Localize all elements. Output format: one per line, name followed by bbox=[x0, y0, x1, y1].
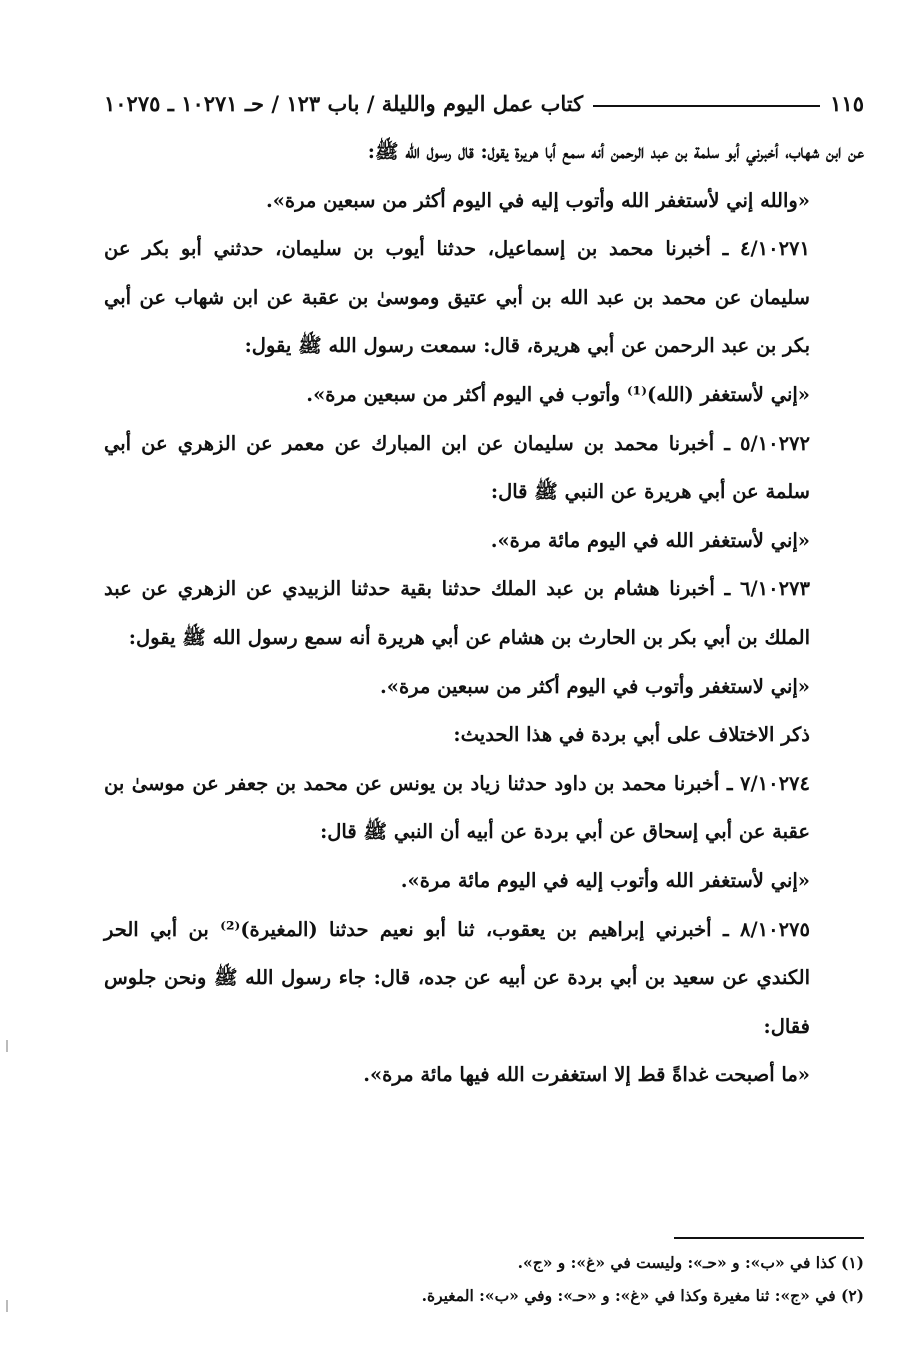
body-text bbox=[104, 128, 864, 1100]
scan-margin-mark bbox=[6, 1040, 8, 1052]
paragraph: «إني لأستغفر الله في اليوم مائة مرة». bbox=[490, 528, 810, 552]
paragraph: «إني لأستغفر الله وأتوب إليه في اليوم مائة مرة». bbox=[400, 868, 810, 892]
page-number: ١١٥ bbox=[830, 91, 864, 116]
paragraph: ٨/١٠٢٧٥ ـ أخبرني إبراهيم بن يعقوب، ثنا أبو نعيم حدثنا (المغيرة)⁽²⁾ بن أبي الحر الكندي عن سعيد بن أبي بردة عن أبيه عن جده، قال: جاء رسول الله ﷺ ونحن جلوس فقال: bbox=[104, 917, 810, 1038]
paragraph: «والله إني لأستغفر الله وأتوب إليه في اليوم أكثر من سبعين مرة». bbox=[265, 188, 810, 212]
paragraph: ٧/١٠٢٧٤ ـ أخبرنا محمد بن داود حدثنا زياد بن يونس عن محمد بن جعفر عن موسىٰ بن عقبة عن أبي إسحاق عن أبي بردة عن أبيه أن النبي ﷺ قال: bbox=[104, 771, 810, 844]
paragraph: ٥/١٠٢٧٢ ـ أخبرنا محمد بن سليمان عن ابن المبارك عن معمر عن الزهري عن أبي سلمة عن أبي هريرة عن النبي ﷺ قال: bbox=[104, 431, 810, 504]
footnotes bbox=[104, 1246, 864, 1312]
paragraph: ذكر الاختلاف على أبي بردة في هذا الحديث: bbox=[453, 723, 810, 747]
header-title: كتاب عمل اليوم والليلة / باب ١٢٣ / حـ ١٠٢٧١ ـ ١٠٢٧٥ bbox=[104, 91, 584, 116]
paragraph: «ما أصبحت غداةً قط إلا استغفرت الله فيها مائة مرة». bbox=[363, 1063, 810, 1087]
footnote-rule bbox=[674, 1237, 864, 1239]
paragraph: ٤/١٠٢٧١ ـ أخبرنا محمد بن إسماعيل، حدثنا أيوب بن سليمان، حدثني أبو بكر عن سليمان عن محمد بن عبد الله بن أبي عتيق وموسىٰ بن عقبة عن ابن شهاب عن أبي بكر بن عبد الرحمن عن أبي هريرة، قال: سمعت رسول الله ﷺ يقول: bbox=[104, 237, 810, 358]
paragraph: عن ابن شهاب، أخبرني أبو سلمة بن عبد الرحمن أنه سمع أبا هريرة يقول: قال رسول الله ﷺ: bbox=[367, 140, 864, 163]
paragraph: ٦/١٠٢٧٣ ـ أخبرنا هشام بن عبد الملك حدثنا بقية حدثنا الزبيدي عن الزهري عن عبد الملك بن أبي بكر بن الحارث بن هشام عن أبي هريرة أنه سمع رسول الله ﷺ يقول: bbox=[104, 577, 810, 649]
header-rule bbox=[593, 105, 820, 107]
footnote: (٢) في «ج»: ثنا مغيرة وكذا في «غ»: و «حـ»: وفي «ب»: المغيرة. bbox=[421, 1286, 864, 1305]
scan-margin-mark bbox=[6, 1300, 8, 1312]
running-header bbox=[104, 76, 864, 116]
footnote: (١) كذا في «ب»: و «حـ»: وليست في «غ»: و «ج». bbox=[517, 1253, 864, 1272]
paragraph: «إني لأستغفر (الله)⁽¹⁾ وأتوب في اليوم أكثر من سبعين مرة». bbox=[306, 382, 810, 406]
paragraph: «إني لاستغفر وأتوب في اليوم أكثر من سبعين مرة». bbox=[379, 674, 810, 698]
